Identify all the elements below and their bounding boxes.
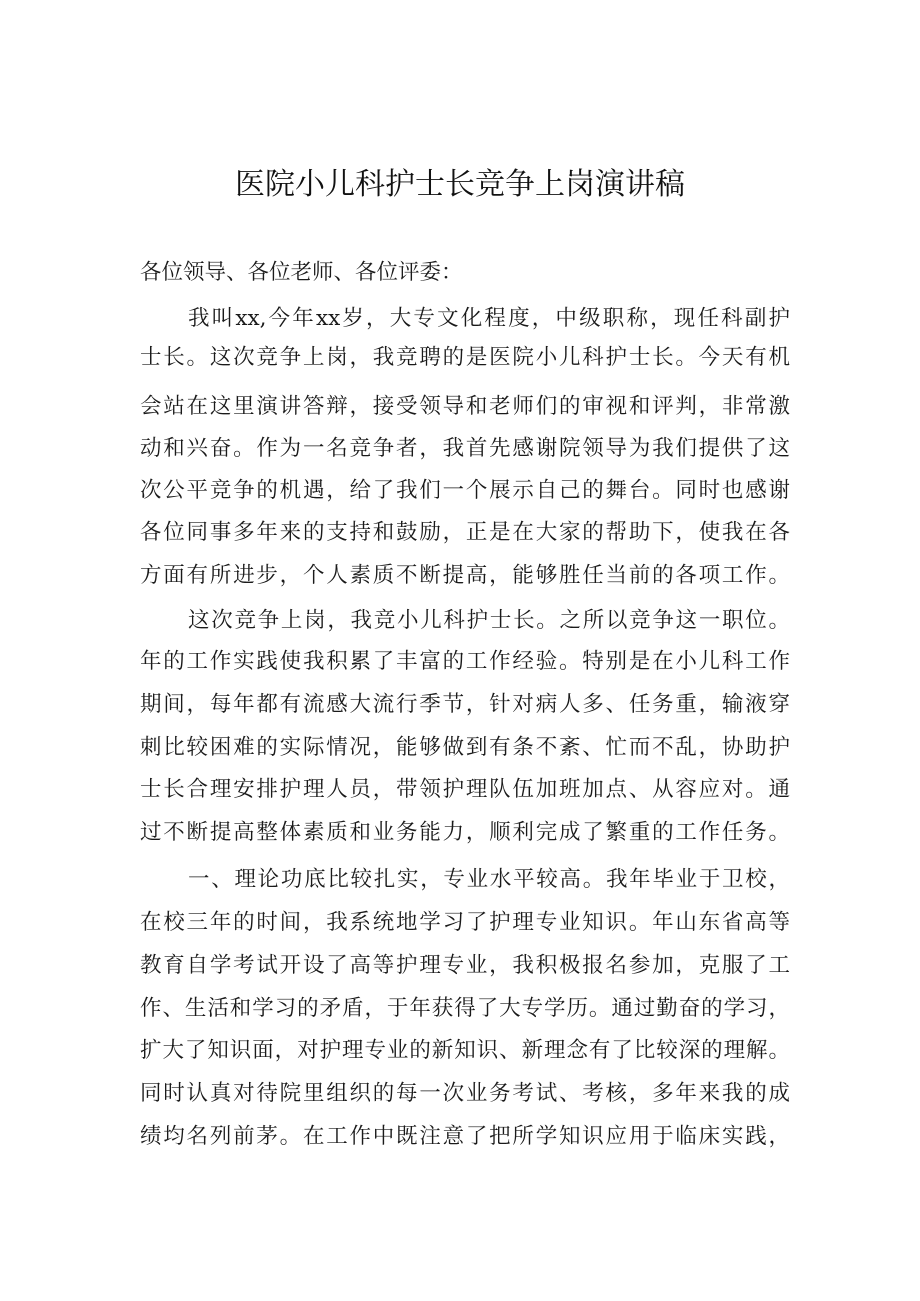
paragraph-2-line-5: 士长合理安排护理人员，带领护理队伍加班加点、从容应对。通 bbox=[140, 777, 790, 802]
paragraph-1-line-7: 方面有所进步，个人素质不断提高，能够胜任当前的各项工作。 bbox=[140, 563, 790, 588]
paragraph-2-line-6: 过不断提高整体素质和业务能力，顺利完成了繁重的工作任务。 bbox=[140, 820, 790, 845]
paragraph-3-line-4: 作、生活和学习的矛盾，于年获得了大专学历。通过勤奋的学习， bbox=[140, 996, 790, 1021]
paragraph-2-line-3: 期间，每年都有流感大流行季节，针对病人多、任务重，输液穿 bbox=[140, 692, 790, 717]
paragraph-3-line-2: 在校三年的时间，我系统地学习了护理专业知识。年山东省高等 bbox=[140, 910, 790, 935]
paragraph-2-line-4: 刺比较困难的实际情况，能够做到有条不紊、忙而不乱，协助护 bbox=[140, 735, 790, 760]
paragraph-2-line-1: 这次竞争上岗，我竞小儿科护士长。之所以竞争这一职位。 bbox=[188, 608, 790, 633]
salutation: 各位领导、各位老师、各位评委： bbox=[140, 260, 463, 285]
paragraph-3-line-1: 一、理论功底比较扎实，专业水平较高。我年毕业于卫校， bbox=[188, 867, 790, 892]
paragraph-1-line-5: 次公平竞争的机遇，给了我们一个展示自己的舞台。同时也感谢 bbox=[140, 478, 790, 503]
document-title: 医院小儿科护士长竞争上岗演讲稿 bbox=[235, 167, 685, 202]
paragraph-3-line-3: 教育自学考试开设了高等护理专业，我积极报名参加，克服了工 bbox=[140, 953, 790, 978]
paragraph-1-line-6: 各位同事多年来的支持和鼓励，正是在大家的帮助下，使我在各 bbox=[140, 520, 790, 545]
paragraph-3-line-6: 同时认真对待院里组织的每一次业务考试、考核，多年来我的成 bbox=[140, 1081, 790, 1106]
paragraph-3-line-5: 扩大了知识面，对护理专业的新知识、新理念有了比较深的理解。 bbox=[140, 1038, 790, 1063]
paragraph-1-line-1: 我叫xx,今年xx岁，大专文化程度，中级职称，现任科副护 bbox=[188, 306, 790, 331]
paragraph-1-line-4: 动和兴奋。作为一名竞争者，我首先感谢院领导为我们提供了这 bbox=[140, 436, 790, 461]
paragraph-3-line-7: 绩均名列前茅。在工作中既注意了把所学知识应用于临床实践， bbox=[140, 1124, 790, 1149]
paragraph-1-line-2: 士长。这次竞争上岗，我竞聘的是医院小儿科护士长。今天有机 bbox=[140, 345, 790, 370]
paragraph-1-line-3: 会站在这里演讲答辩，接受领导和老师们的审视和评判，非常激 bbox=[140, 394, 790, 419]
paragraph-2-line-2: 年的工作实践使我积累了丰富的工作经验。特别是在小儿科工作 bbox=[140, 649, 790, 674]
